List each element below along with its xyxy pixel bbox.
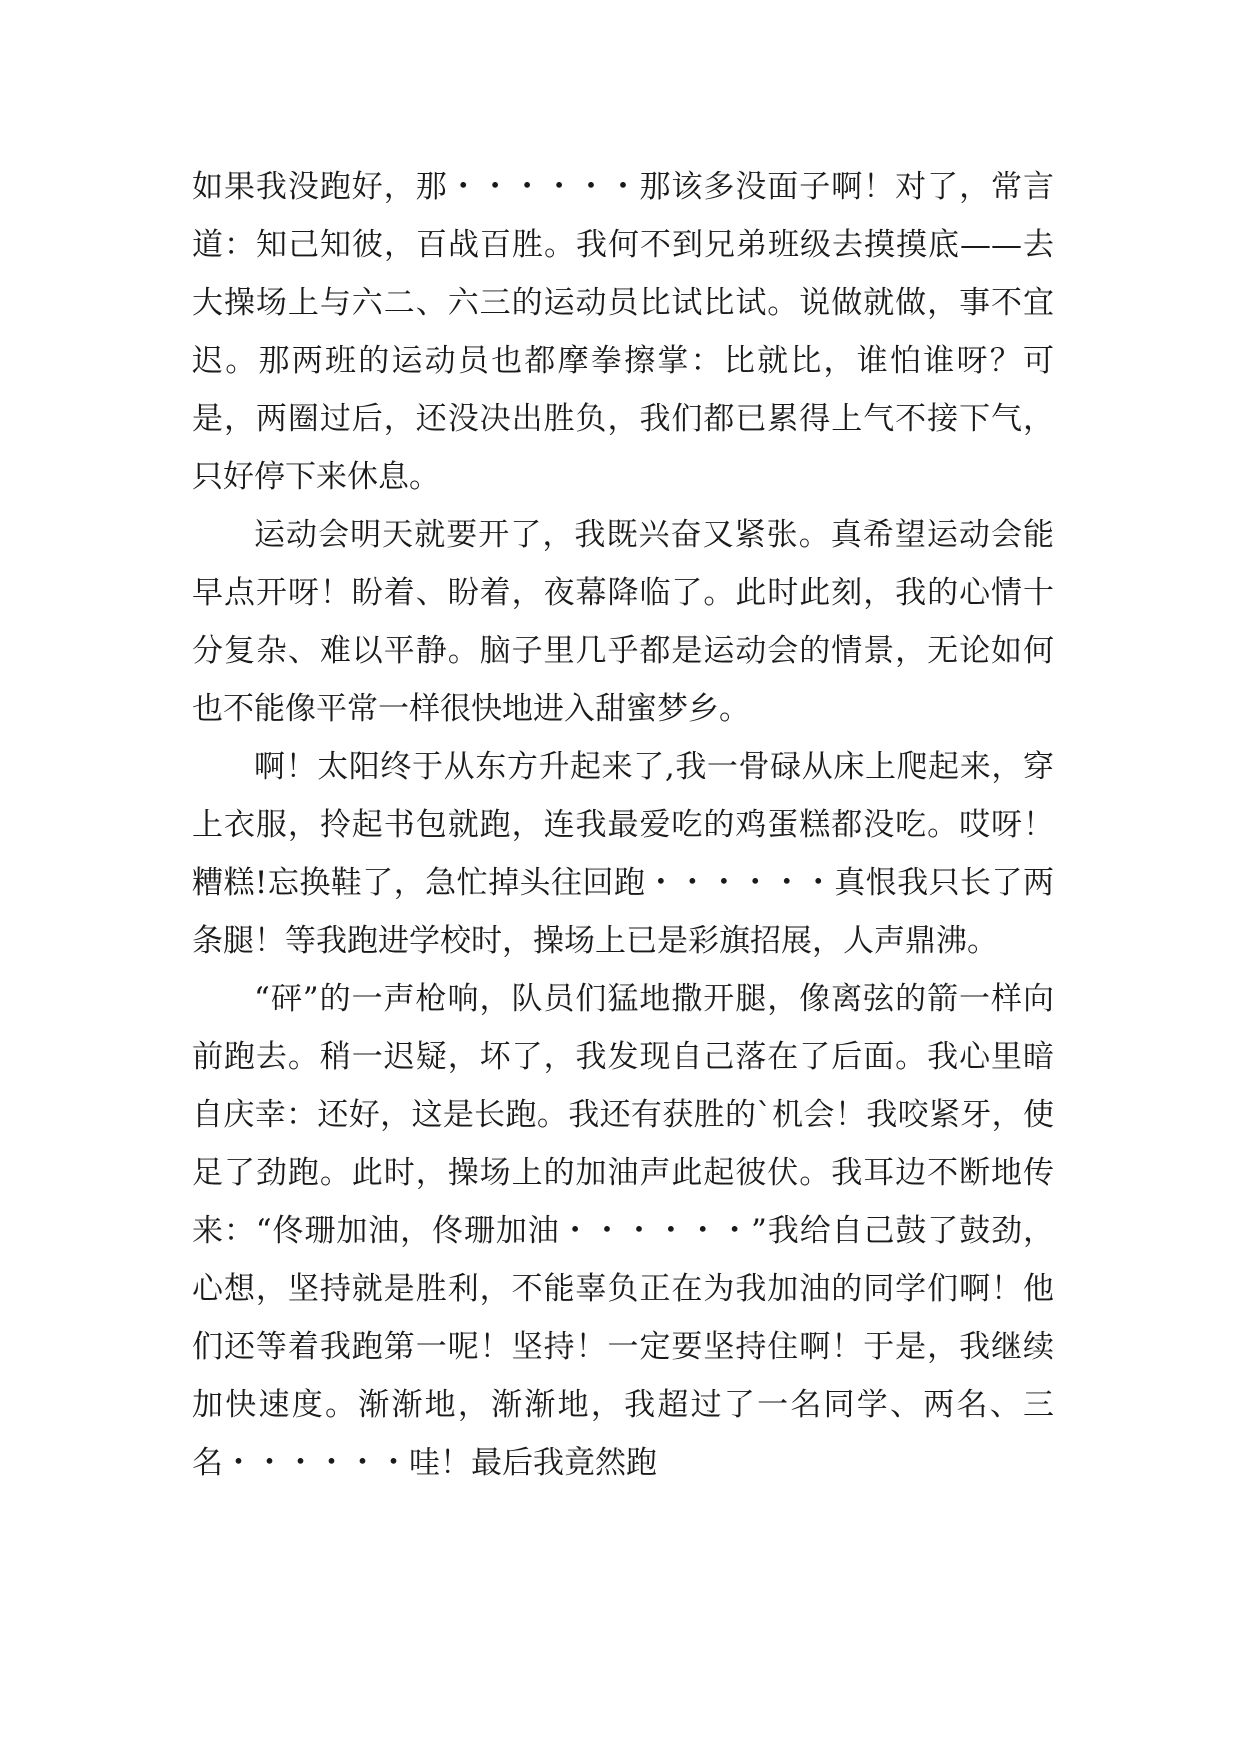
paragraph-3: 啊！太阳终于从东方升起来了,我一骨碌从床上爬起来，穿上衣服，拎起书包就跑，连我最爱吃的鸡蛋糕都没吃。哎呀！糟糕!忘换鞋了，急忙掉头往回跑・・・・・・真恨我只长了两条腿！等我跑进学校时，操场上已是彩旗招展，人声鼎沸。 <box>192 749 1054 959</box>
body-text <box>192 158 1054 1492</box>
paragraph-2: 运动会明天就要开了，我既兴奋又紧张。真希望运动会能早点开呀！盼着、盼着，夜幕降临了。此时此刻，我的心情十分复杂、难以平静。脑子里几乎都是运动会的情景，无论如何也不能像平常一样很快地进入甜蜜梦乡。 <box>192 517 1054 727</box>
paragraph-1: 如果我没跑好，那・・・・・・那该多没面子啊！对了，常言道：知己知彼，百战百胜。我何不到兄弟班级去摸摸底——去大操场上与六二、六三的运动员比试比试。说做就做，事不宜迟。那两班的运动员也都摩拳擦掌：比就比，谁怕谁呀？可是，两圈过后，还没决出胜负，我们都已累得上气不接下气，只好停下来休息。 <box>192 169 1054 495</box>
paragraph-4: “砰”的一声枪响，队员们猛地撒开腿，像离弦的箭一样向前跑去。稍一迟疑，坏了，我发现自己落在了后面。我心里暗自庆幸：还好，这是长跑。我还有获胜的`机会！我咬紧牙，使足了劲跑。此时，操场上的加油声此起彼伏。我耳边不断地传来：“佟珊加油，佟珊加油・・・・・・”我给自己鼓了鼓劲，心想，坚持就是胜利，不能辜负正在为我加油的同学们啊！他们还等着我跑第一呢！坚持！一定要坚持住啊！于是，我继续加快速度。渐渐地，渐渐地，我超过了一名同学、两名、三名・・・・・・哇！最后我竟然跑 <box>192 981 1054 1481</box>
